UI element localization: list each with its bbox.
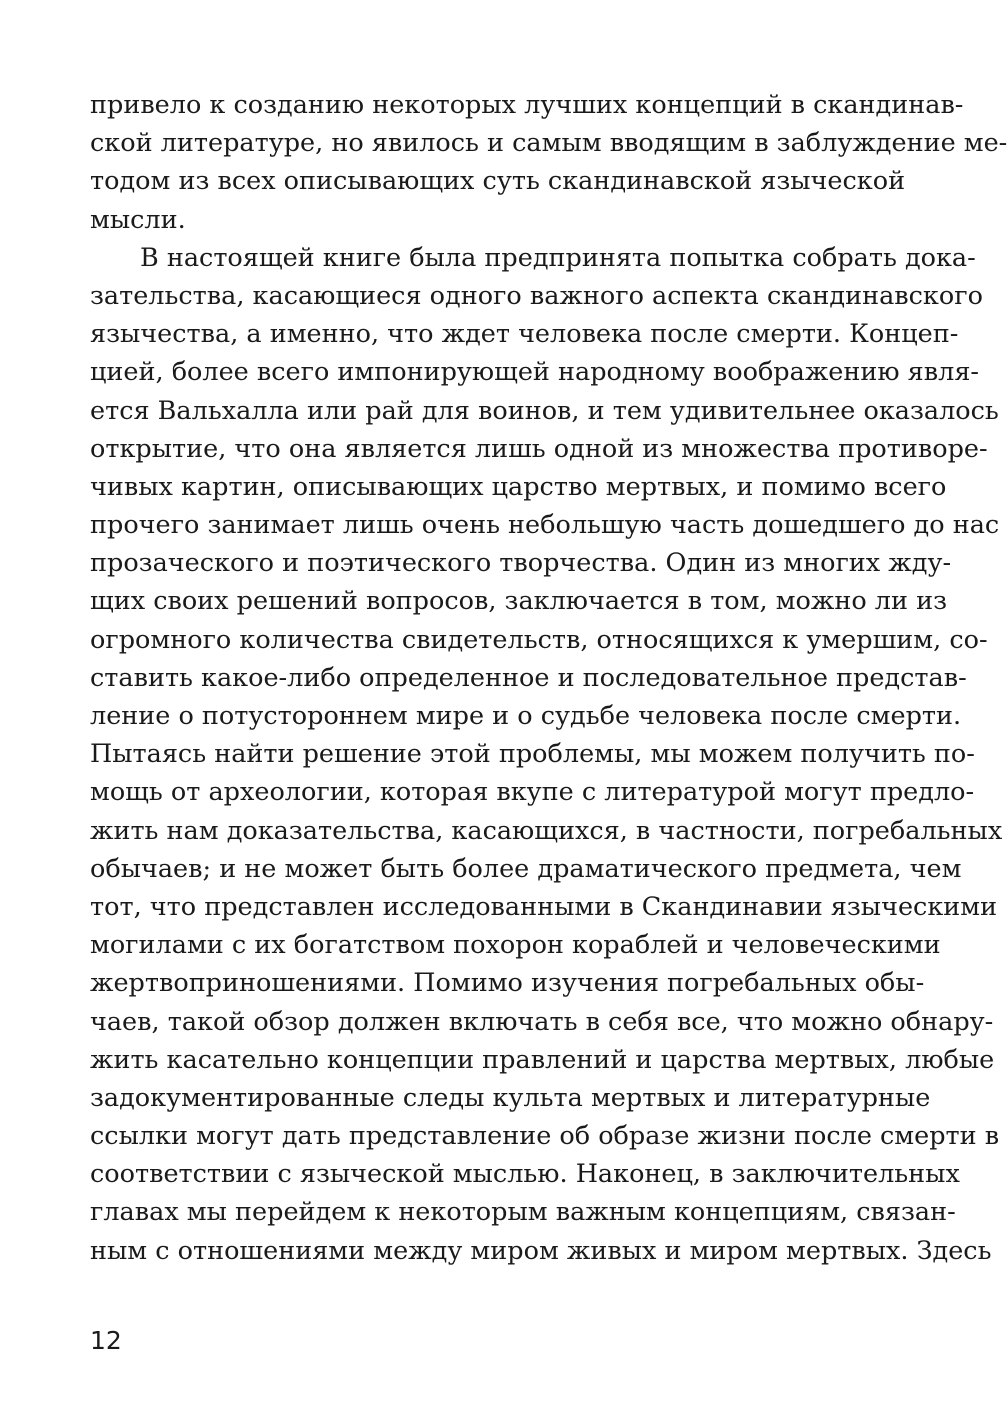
text-line: ставить какое-либо определенное и последовательное представ-: [90, 662, 967, 693]
page-number: 12: [90, 1326, 122, 1355]
text-line: привело к созданию некоторых лучших концепций в скандинав-: [90, 90, 964, 120]
text-line: щих своих решений вопросов, заключается в том, можно ли из: [90, 586, 948, 617]
text-line: прозаческого и поэтического творчества. Один из многих жду-: [90, 548, 952, 579]
text-line: ным с отношениями между миром живых и миром мертвых. Здесь: [90, 1235, 992, 1266]
text-line: жить касательно концепции правлений и царства мертвых, любые: [90, 1044, 995, 1075]
body-text: [90, 86, 1007, 1270]
text-line: могилами с их богатством похорон кораблей и человеческими: [90, 930, 941, 961]
text-line: тот, что представлен исследованными в Скандинавии языческими: [90, 891, 998, 922]
text-line: тодом из всех описывающих суть скандинавской языческой: [90, 166, 906, 197]
text-line: цией, более всего импонирующей народному воображению явля-: [90, 357, 980, 388]
text-line: ление о потустороннем мире и о судьбе человека после смерти.: [90, 701, 962, 731]
text-line: мощь от археологии, которая вкупе с литературой могут предло-: [90, 777, 975, 808]
text-line: чаев, такой обзор должен включать в себя все, что можно обнару-: [90, 1006, 994, 1037]
text-line: ской литературе, но явилось и самым вводящим в заблуждение ме-: [90, 128, 1007, 159]
text-line: прочего занимает лишь очень небольшую часть дошедшего до нас: [90, 510, 1000, 541]
text-line: зательства, касающиеся одного важного аспекта скандинавского: [90, 280, 983, 311]
text-line: язычества, а именно, что ждет человека после смерти. Концеп-: [90, 319, 959, 350]
text-line: жить нам доказательства, касающихся, в частности, погребальных: [90, 815, 1003, 846]
text-line: обычаев; и не может быть более драматического предмета, чем: [90, 853, 962, 884]
text-line: чивых картин, описывающих царство мертвых, и помимо всего: [90, 471, 947, 502]
text-line: огромного количества свидетельств, относящихся к умершим, со-: [90, 624, 988, 655]
text-line: ссылки могут дать представление об образе жизни после смерти в: [90, 1121, 1000, 1152]
text-line: мысли.: [90, 204, 186, 235]
text-line: В настоящей книге была предпринята попытка собрать дока-: [140, 242, 976, 273]
text-line: задокументированные следы культа мертвых и литературные: [90, 1082, 931, 1113]
text-line: главах мы перейдем к некоторым важным концепциям, связан-: [90, 1197, 956, 1228]
text-line: Пытаясь найти решение этой проблемы, мы можем получить по-: [90, 739, 975, 770]
text-line: ется Вальхалла или рай для воинов, и тем удивительнее оказалось: [90, 395, 999, 426]
text-line: открытие, что она является лишь одной из множества противоре-: [90, 433, 988, 464]
text-line: соответствии с языческой мыслью. Наконец, в заключительных: [90, 1159, 960, 1190]
text-line: жертвоприношениями. Помимо изучения погребальных обы-: [90, 968, 925, 999]
